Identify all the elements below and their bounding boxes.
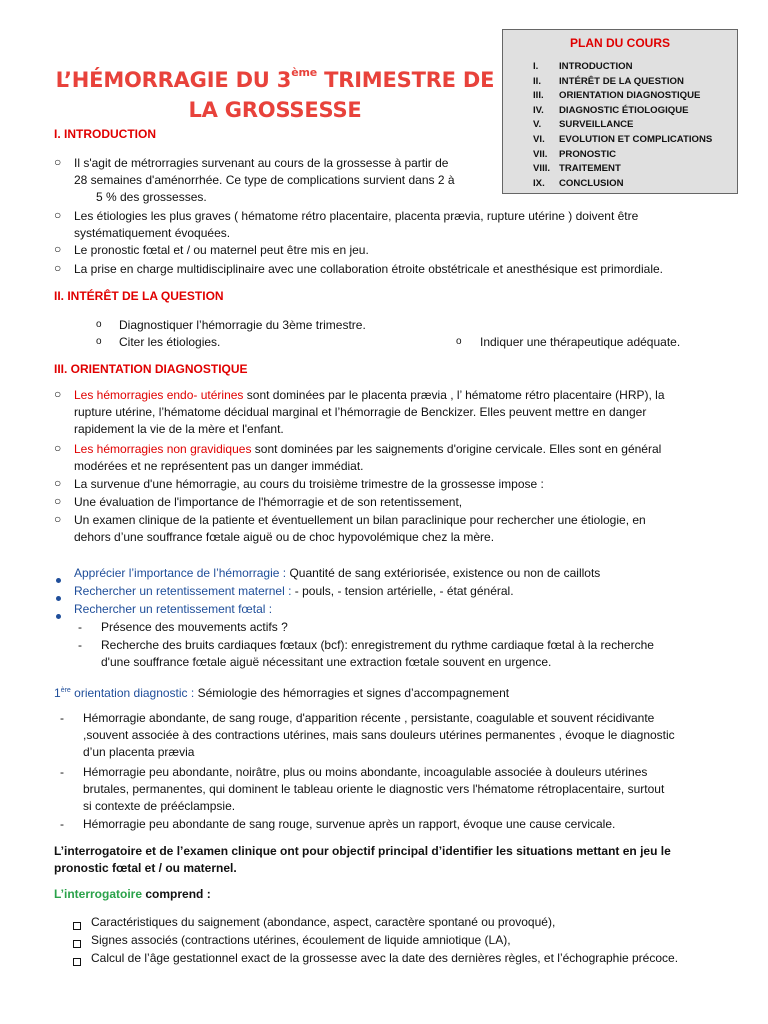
- square-bullet-icon: [73, 953, 81, 971]
- fetal-item-1: Présence des mouvements actifs ?: [101, 620, 288, 634]
- interet-item-1: Diagnostiquer l’hémorragie du 3ème trimestre.: [119, 318, 366, 332]
- plan-item: III. ORIENTATION DIAGNOSTIQUE: [533, 90, 701, 102]
- orientation-para-2: Les hémorragies non gravidiques sont dominées par les saignements d'origine cervicale. Elles sont en général modérées et ne représentent pas un danger immédiat.: [74, 442, 662, 473]
- blue-dot-bullet-icon: [56, 570, 61, 588]
- plan-item: IV. DIAGNOSTIC ÉTIOLOGIQUE: [533, 104, 689, 116]
- plan-item: V. SURVEILLANCE: [533, 119, 634, 131]
- interet-item-3: Indiquer une thérapeutique adéquate.: [480, 335, 681, 349]
- blue-dot-bullet-icon: [56, 588, 61, 606]
- intro-bullet-4: La prise en charge multidisciplinaire avec une collaboration étroite obstétricale et anesthésique est primordiale.: [74, 262, 663, 276]
- assess-maternal: Rechercher un retentissement maternel : - pouls, - tension artérielle, - état général.: [74, 584, 514, 598]
- circle-bullet-icon: ○: [54, 242, 62, 256]
- orientation-para-4: Une évaluation de l'importance de l'hémorragie et de son retentissement,: [74, 495, 463, 509]
- hemorrhage-type-2: Hémorragie peu abondante, noirâtre, plus ou moins abondante, incoagulable associée à douleurs utérines brutales, permanentes, qui dominent le tableau oriente le diagnostic vers l'hématome rétroplacentaire, surtout si contexte de prééclampsie.: [83, 765, 665, 813]
- dash-bullet-icon: -: [60, 817, 64, 831]
- section-heading-introduction: I. INTRODUCTION: [54, 127, 156, 141]
- circle-bullet-icon: ○: [54, 387, 62, 401]
- page-title: L’HÉMORRAGIE DU 3ème TRIMESTRE DE LA GROSSESSE: [55, 66, 495, 122]
- intro-bullet-3: Le pronostic fœtal et / ou maternel peut être mis en jeu.: [74, 243, 369, 257]
- assess-importance: Apprécier l’importance de l’hémorragie : Quantité de sang extériorisée, existence ou non de caillots: [74, 566, 601, 580]
- square-bullet-icon: [73, 935, 81, 953]
- orientation-para-1: Les hémorragies endo- utérines sont dominées par le placenta prævia , l’ hématome rétro placentaire (HRP), la rupture utérine, l’hématome décidual marginal et l’hémorragie de Benckizer. Elles peuvent mettre en danger rapidement la vie de la mère et l'enfant.: [74, 388, 665, 436]
- fetal-item-2: Recherche des bruits cardiaques fœtaux (bcf): enregistrement du rythme cardiaque fœtal à la recherche d'une souffrance fœtale aiguë nécessitant une extraction fœtale souvent en urgence.: [101, 638, 654, 669]
- dash-bullet-icon: -: [60, 711, 64, 725]
- intro-bullet-2: Les étiologies les plus graves ( hématome rétro placentaire, placenta prævia, rupture utérine ) doivent être systématiquement évoquées.: [74, 209, 639, 240]
- circle-bullet-icon: ○: [54, 512, 62, 526]
- objective-paragraph: L’interrogatoire et de l’examen clinique ont pour objectif principal d’identifier les situations mettant en jeu le pronostic fœtal et / ou maternel.: [54, 844, 671, 875]
- interrogatoire-heading: L’interrogatoire comprend :: [54, 887, 211, 901]
- plan-item: VI. EVOLUTION ET COMPLICATIONS: [533, 133, 713, 145]
- small-circle-bullet-icon: o: [96, 319, 102, 330]
- circle-bullet-icon: ○: [54, 208, 62, 222]
- orientation-para-3: La survenue d'une hémorragie, au cours du troisième trimestre de la grossesse impose :: [74, 477, 544, 491]
- plan-list: [503, 60, 737, 191]
- circle-bullet-icon: ○: [54, 261, 62, 275]
- plan-item: VII. PRONOSTIC: [533, 148, 617, 160]
- first-orientation-line: 1ère orientation diagnostic : Sémiologie des hémorragies et signes d’accompagnement: [54, 686, 510, 700]
- circle-bullet-icon: ○: [54, 155, 62, 169]
- assess-fetal: Rechercher un retentissement fœtal :: [74, 602, 273, 616]
- interro-item-1: Caractéristiques du saignement (abondance, aspect, caractère spontané ou provoqué),: [91, 915, 556, 929]
- small-circle-bullet-icon: o: [96, 336, 102, 347]
- interro-item-2: Signes associés (contractions utérines, écoulement de liquide amniotique (LA),: [91, 933, 511, 947]
- dash-bullet-icon: -: [78, 638, 82, 652]
- circle-bullet-icon: ○: [54, 476, 62, 490]
- interet-item-2: Citer les étiologies.: [119, 335, 221, 349]
- orientation-para-5: Un examen clinique de la patiente et éventuellement un bilan paraclinique pour rechercher une étiologie, en dehors d’une souffrance fœtale aiguë ou de choc hypovolémique chez la mère.: [74, 513, 646, 544]
- plan-title: PLAN DU COURS: [569, 36, 670, 50]
- hemorrhage-type-1: Hémorragie abondante, de sang rouge, d'apparition récente , persistante, coagulable et souvent récidivante ,souvent associée à des contractions utérines, mais sans douleurs utérines permanentes , évoque le diagnostic d’un placenta prævia: [83, 711, 675, 759]
- small-circle-bullet-icon: o: [456, 336, 462, 347]
- hemorrhage-type-3: Hémorragie peu abondante de sang rouge, survenue après un rapport, évoque une cause cervicale.: [83, 817, 616, 831]
- plan-item: II. INTÉRÊT DE LA QUESTION: [533, 75, 684, 87]
- interro-item-3: Calcul de l’âge gestationnel exact de la grossesse avec la date des dernières règles, et l’échographie précoce.: [91, 951, 679, 965]
- intro-bullet-1: Il s'agit de métrorragies survenant au cours de la grossesse à partir de 28 semaines d'aménorrhée. Ce type de complications survient dans 2 à 5 % des grossesses.: [74, 156, 455, 204]
- plan-item: IX. CONCLUSION: [533, 177, 624, 189]
- plan-item: VIII. TRAITEMENT: [533, 163, 621, 175]
- section-heading-interet: II. INTÉRÊT DE LA QUESTION: [54, 289, 224, 303]
- circle-bullet-icon: ○: [54, 494, 62, 508]
- square-bullet-icon: [73, 917, 81, 935]
- blue-dot-bullet-icon: [56, 606, 61, 624]
- plan-du-cours-box: [502, 29, 738, 194]
- circle-bullet-icon: ○: [54, 441, 62, 455]
- plan-item: I. INTRODUCTION: [533, 61, 633, 72]
- section-heading-orientation: III. ORIENTATION DIAGNOSTIQUE: [54, 362, 248, 376]
- dash-bullet-icon: -: [60, 765, 64, 779]
- dash-bullet-icon: -: [78, 620, 82, 634]
